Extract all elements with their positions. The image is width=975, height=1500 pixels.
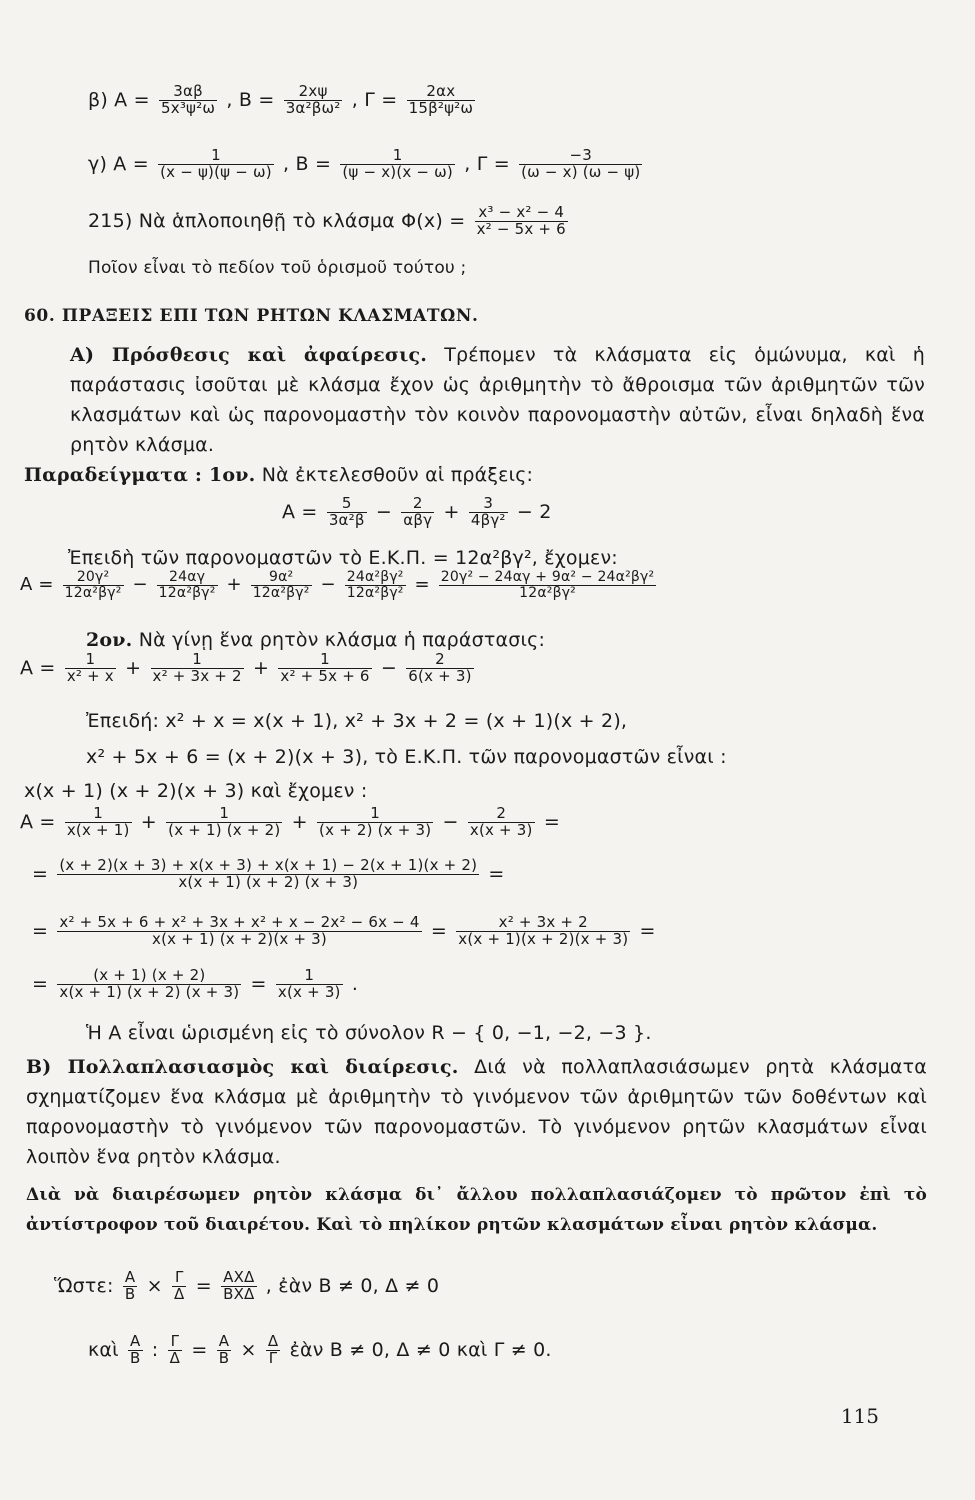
- examples-line: Παραδείγματα : 1ον. Νὰ ἐκτελεσθοῦν αἱ πράξεις:: [24, 464, 534, 486]
- exercise-215-question: Ποῖον εἶναι τὸ πεδίον τοῦ ὁρισμοῦ τούτου ;: [88, 258, 467, 278]
- since-line-3: x(x + 1) (x + 2)(x + 3) καὶ ἔχομεν :: [24, 780, 368, 802]
- equation-5: = $\frac{(x + 2)(x + 3) + x(x + 3) + x(x + 1) - 2(x + 1)(x + 2)}{x(x + 1) (x + 2) (x + 3)}$ =: [32, 856, 505, 891]
- rule-division: καὶ $\frac{A}{B}$ : $\frac{\Gamma}{\Delta}$ = $\frac{A}{B}$ × $\frac{\Delta}{\Gamma}$ ἐὰν Β ≠ 0, Δ ≠ 0 καὶ Γ ≠ 0.: [88, 1332, 552, 1367]
- lcm-text: Ἐπειδὴ τῶν παρονομαστῶν τὸ Ε.Κ.Π. = 12α²βγ², ἔχομεν:: [68, 547, 618, 569]
- part-a-heading: Α) Πρόσθεσις καὶ ἀφαίρεσις.: [70, 344, 428, 366]
- rule-multiplication: Ὥστε: $\frac{A}{B}$ × $\frac{\Gamma}{\Delta}$ = $\frac{\text{ΑΧΔ}}{\text{ΒΧΔ}}$ , ἐὰν Β ≠ 0, Δ ≠ 0: [54, 1268, 440, 1303]
- exercise-215: 215) Νὰ ἁπλοποιηθῇ τὸ κλάσμα Φ(x) = $\frac{\text{x³ − x² − 4}}{\text{x² − 5x + 6}}$: [88, 203, 566, 238]
- example-2-line: 2ον. Νὰ γίνῃ ἕνα ρητὸν κλάσμα ἡ παράστασις:: [86, 629, 546, 651]
- section-title: 60. ΠΡΑΞΕΙΣ ΕΠΙ ΤΩΝ ΡΗΤΩΝ ΚΛΑΣΜΑΤΩΝ.: [24, 306, 479, 326]
- equation-6: = $\frac{\text{x² + 5x + 6 + x² + 3x + x² + x − 2x² − 6x − 4}}{x(x + 1) (x + 2)(x + 3)}$ = $\frac{\text{x² + 3x + 2}}{x(x + 1)(x + 2)(x + 3)}$ =: [32, 913, 656, 948]
- fraction-a: $\frac{1}{(x - \psi)(\psi - \omega)}$: [160, 146, 272, 181]
- page-number: 115: [840, 1404, 879, 1428]
- fraction-a: $\frac{3\alpha\beta}{\text{5x³ψ²ω}}$: [161, 82, 216, 117]
- fraction-phi: $\frac{\text{x³ − x² − 4}}{\text{x² − 5x + 6}}$: [476, 203, 566, 238]
- equation-7: = $\frac{(x + 1) (x + 2)}{x(x + 1) (x + 2) (x + 3)}$ = $\frac{1}{x(x + 3)}$ .: [32, 966, 359, 1001]
- fraction-g: $\frac{2\alpha x}{\text{15β²ψ²ω}}$: [408, 82, 474, 117]
- equation-2: Α = $\frac{\text{20γ²}}{\text{12α²βγ²}}$ − $\frac{24\alpha\gamma}{\text{12α²βγ²}}$ + $\frac{\text{9α²}}{\text{12α²βγ²}}$ − $\frac{\text{24α²βγ²}}{\text{12α²βγ²}}$ = $\frac{\text{20γ² − 24αγ + 9α² − 24α²βγ²}}{\text{12α²βγ²}}$: [20, 569, 655, 601]
- equation-1: Α = $\frac{5}{\text{3α²β}}$ − $\frac{2}{\text{αβγ}}$ + $\frac{3}{\text{4βγ²}}$ − 2: [282, 494, 552, 529]
- since-line-2: x² + 5x + 6 = (x + 2)(x + 3), τὸ Ε.Κ.Π. τῶν παρονομαστῶν εἶναι :: [86, 746, 727, 768]
- fraction-g: $\frac{-3}{(\omega - x) (\omega - \psi)}$: [521, 146, 641, 181]
- exercise-gamma: γ) Α = $\frac{1}{(x - \psi)(\psi - \omega)}$ , Β = $\frac{1}{(\psi - x)(x - \omega)}$ , Γ = $\frac{-3}{(\omega - x) (\omega - \psi)}$: [88, 146, 641, 181]
- equation-3: Α = $\frac{1}{\text{x² + x}}$ + $\frac{1}{\text{x² + 3x + 2}}$ + $\frac{1}{\text{x² + 5x + 6}}$ − $\frac{2}{6(x + 3)}$: [20, 650, 472, 685]
- part-a-paragraph: Α) Πρόσθεσις καὶ ἀφαίρεσις. Τρέπομεν τὰ κλάσματα εἰς ὁμώνυμα, καὶ ἡ παράστασις ἰσοῦται μὲ κλάσμα ἔχον ὡς ἀριθμητὴν τὸ ἄθροισμα τῶν ἀριθμητῶν τῶν κλασμάτων καὶ ὡς παρονομαστὴν τὸν κοινὸν παρονομαστὴν αὐτῶν, εἶναι δηλαδὴ ἕνα ρητὸν κλάσμα.: [70, 344, 925, 456]
- fraction-b: $\frac{1}{(\psi - x)(x - \omega)}$: [342, 146, 453, 181]
- fraction-b: $\frac{2x\psi}{\text{3α²βω²}}$: [285, 82, 341, 117]
- domain-statement: Ἡ Α εἶναι ὡρισμένη εἰς τὸ σύνολον R − { 0, −1, −2, −3 }.: [86, 1022, 652, 1044]
- equation-4: Α = $\frac{1}{x(x + 1)}$ + $\frac{1}{(x + 1) (x + 2)}$ + $\frac{1}{(x + 2) (x + 3)}$ − $\frac{2}{x(x + 3)}$ =: [20, 804, 560, 839]
- exercise-beta: β) Α = $\frac{3\alpha\beta}{\text{5x³ψ²ω}}$ , Β = $\frac{2x\psi}{\text{3α²βω²}}$ , Γ = $\frac{2\alpha x}{\text{15β²ψ²ω}}$: [88, 82, 474, 117]
- part-b-heading: Β) Πολλαπλασιασμὸς καὶ διαίρεσις.: [26, 1056, 459, 1078]
- part-b-paragraph: Β) Πολλαπλασιασμὸς καὶ διαίρεσις. Διά νὰ πολλαπλασιάσωμεν ρητὰ κλάσματα σχηματίζομεν ἕνα κλάσμα μὲ ἀριθμητὴν τὸ γινόμενον τῶν ἀριθμητῶν τῶν δοθέντων καὶ παρονομαστὴν τὸ γινόμενον τῶν παρονομαστῶν. Τὸ γινόμενον ρητῶν κλασμάτων εἶναι λοιπὸν ἕνα ρητὸν κλάσμα.: [26, 1056, 927, 1168]
- since-line-1: Ἐπειδή: x² + x = x(x + 1), x² + 3x + 2 = (x + 1)(x + 2),: [86, 710, 628, 732]
- division-rule: Διὰ νὰ διαιρέσωμεν ρητὸν κλάσμα δι᾽ ἄλλου πολλαπλασιάζομεν τὸ πρῶτον ἐπὶ τὸ ἀντίστροφον τοῦ διαιρέτου. Καὶ τὸ πηλίκον ρητῶν κλασμάτων εἶναι ρητὸν κλάσμα.: [26, 1185, 927, 1235]
